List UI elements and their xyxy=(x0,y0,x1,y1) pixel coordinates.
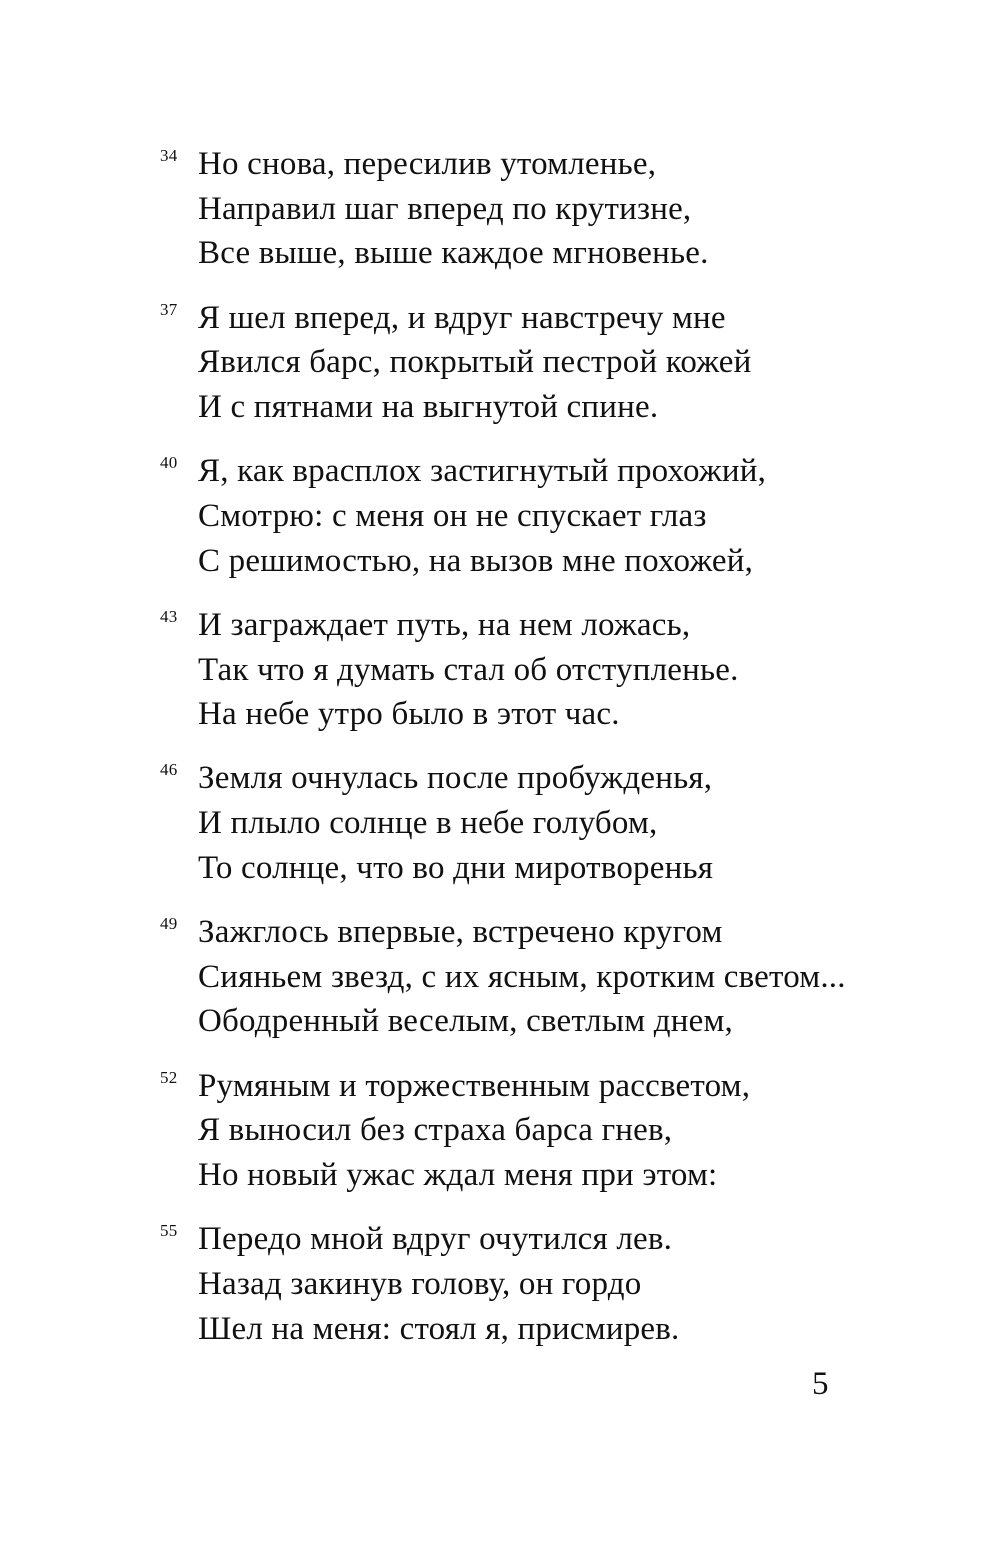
stanza-lines xyxy=(198,1064,880,1198)
verse-line: Я шел вперед, и вдруг навстречу мне xyxy=(198,299,726,336)
stanza-lines xyxy=(198,756,880,890)
stanza-lines xyxy=(198,142,880,276)
verse-line: Назад закинув голову, он гордо xyxy=(198,1265,642,1302)
verse-line: Передо мной вдруг очутился лев. xyxy=(198,1221,673,1258)
stanza xyxy=(160,142,880,276)
stanza xyxy=(160,1217,880,1351)
line-number: 52 xyxy=(160,1067,178,1087)
line-number: 37 xyxy=(160,299,178,319)
verse-line: И заграждает путь, на нем ложась, xyxy=(198,606,691,643)
verse-line: Сияньем звезд, с их ясным, кротким светом... xyxy=(198,958,846,995)
verse-line: Явился барс, покрытый пестрой кожей xyxy=(198,344,752,381)
stanza xyxy=(160,1064,880,1198)
verse-line: Все выше, выше каждое мгновенье. xyxy=(198,235,709,272)
stanza xyxy=(160,449,880,583)
verse-line: Но новый ужас ждал меня при этом: xyxy=(198,1157,718,1194)
verse-line: Зажглось впервые, встречено кругом xyxy=(198,914,723,951)
stanza-lines xyxy=(198,910,880,1044)
stanza-lines xyxy=(198,449,880,583)
verse-line: То солнце, что во дни миротворенья xyxy=(198,849,714,886)
verse-line: Направил шаг вперед по крутизне, xyxy=(198,190,692,227)
stanza xyxy=(160,910,880,1044)
stanza-lines xyxy=(198,1217,880,1351)
line-number: 43 xyxy=(160,606,178,626)
line-number: 40 xyxy=(160,453,178,473)
verse-line: Но снова, пересилив утомленье, xyxy=(198,146,657,182)
page-number: 5 xyxy=(812,1366,829,1402)
verse-line: Румяным и торжественным рассветом, xyxy=(198,1067,751,1104)
line-number: 34 xyxy=(160,146,178,165)
verse-line: Шел на меня: стоял я, присмирев. xyxy=(198,1310,680,1347)
stanza xyxy=(160,296,880,430)
verse-line: Земля очнулась после пробужденья, xyxy=(198,760,713,797)
verse-line: Так что я думать стал об отступленье. xyxy=(198,651,739,688)
poem-body xyxy=(160,142,880,1371)
stanza xyxy=(160,756,880,890)
stanza-lines xyxy=(198,296,880,430)
verse-line: На небе утро было в этот час. xyxy=(198,696,620,733)
verse-line: Я выносил без страха барса гнев, xyxy=(198,1112,673,1149)
line-number: 46 xyxy=(160,760,178,780)
line-number: 49 xyxy=(160,914,178,934)
verse-line: И с пятнами на выгнутой спине. xyxy=(198,389,659,426)
verse-line: С решимостью, на вызов мне похожей, xyxy=(198,542,754,579)
verse-line: Я, как врасплох застигнутый прохожий, xyxy=(198,453,767,490)
verse-line: Смотрю: с меня он не спускает глаз xyxy=(198,497,707,534)
verse-line: И плыло солнце в небе голубом, xyxy=(198,805,658,842)
line-number: 55 xyxy=(160,1221,178,1241)
stanza xyxy=(160,603,880,737)
stanza-lines xyxy=(198,603,880,737)
verse-line: Ободренный веселым, светлым днем, xyxy=(198,1003,733,1040)
